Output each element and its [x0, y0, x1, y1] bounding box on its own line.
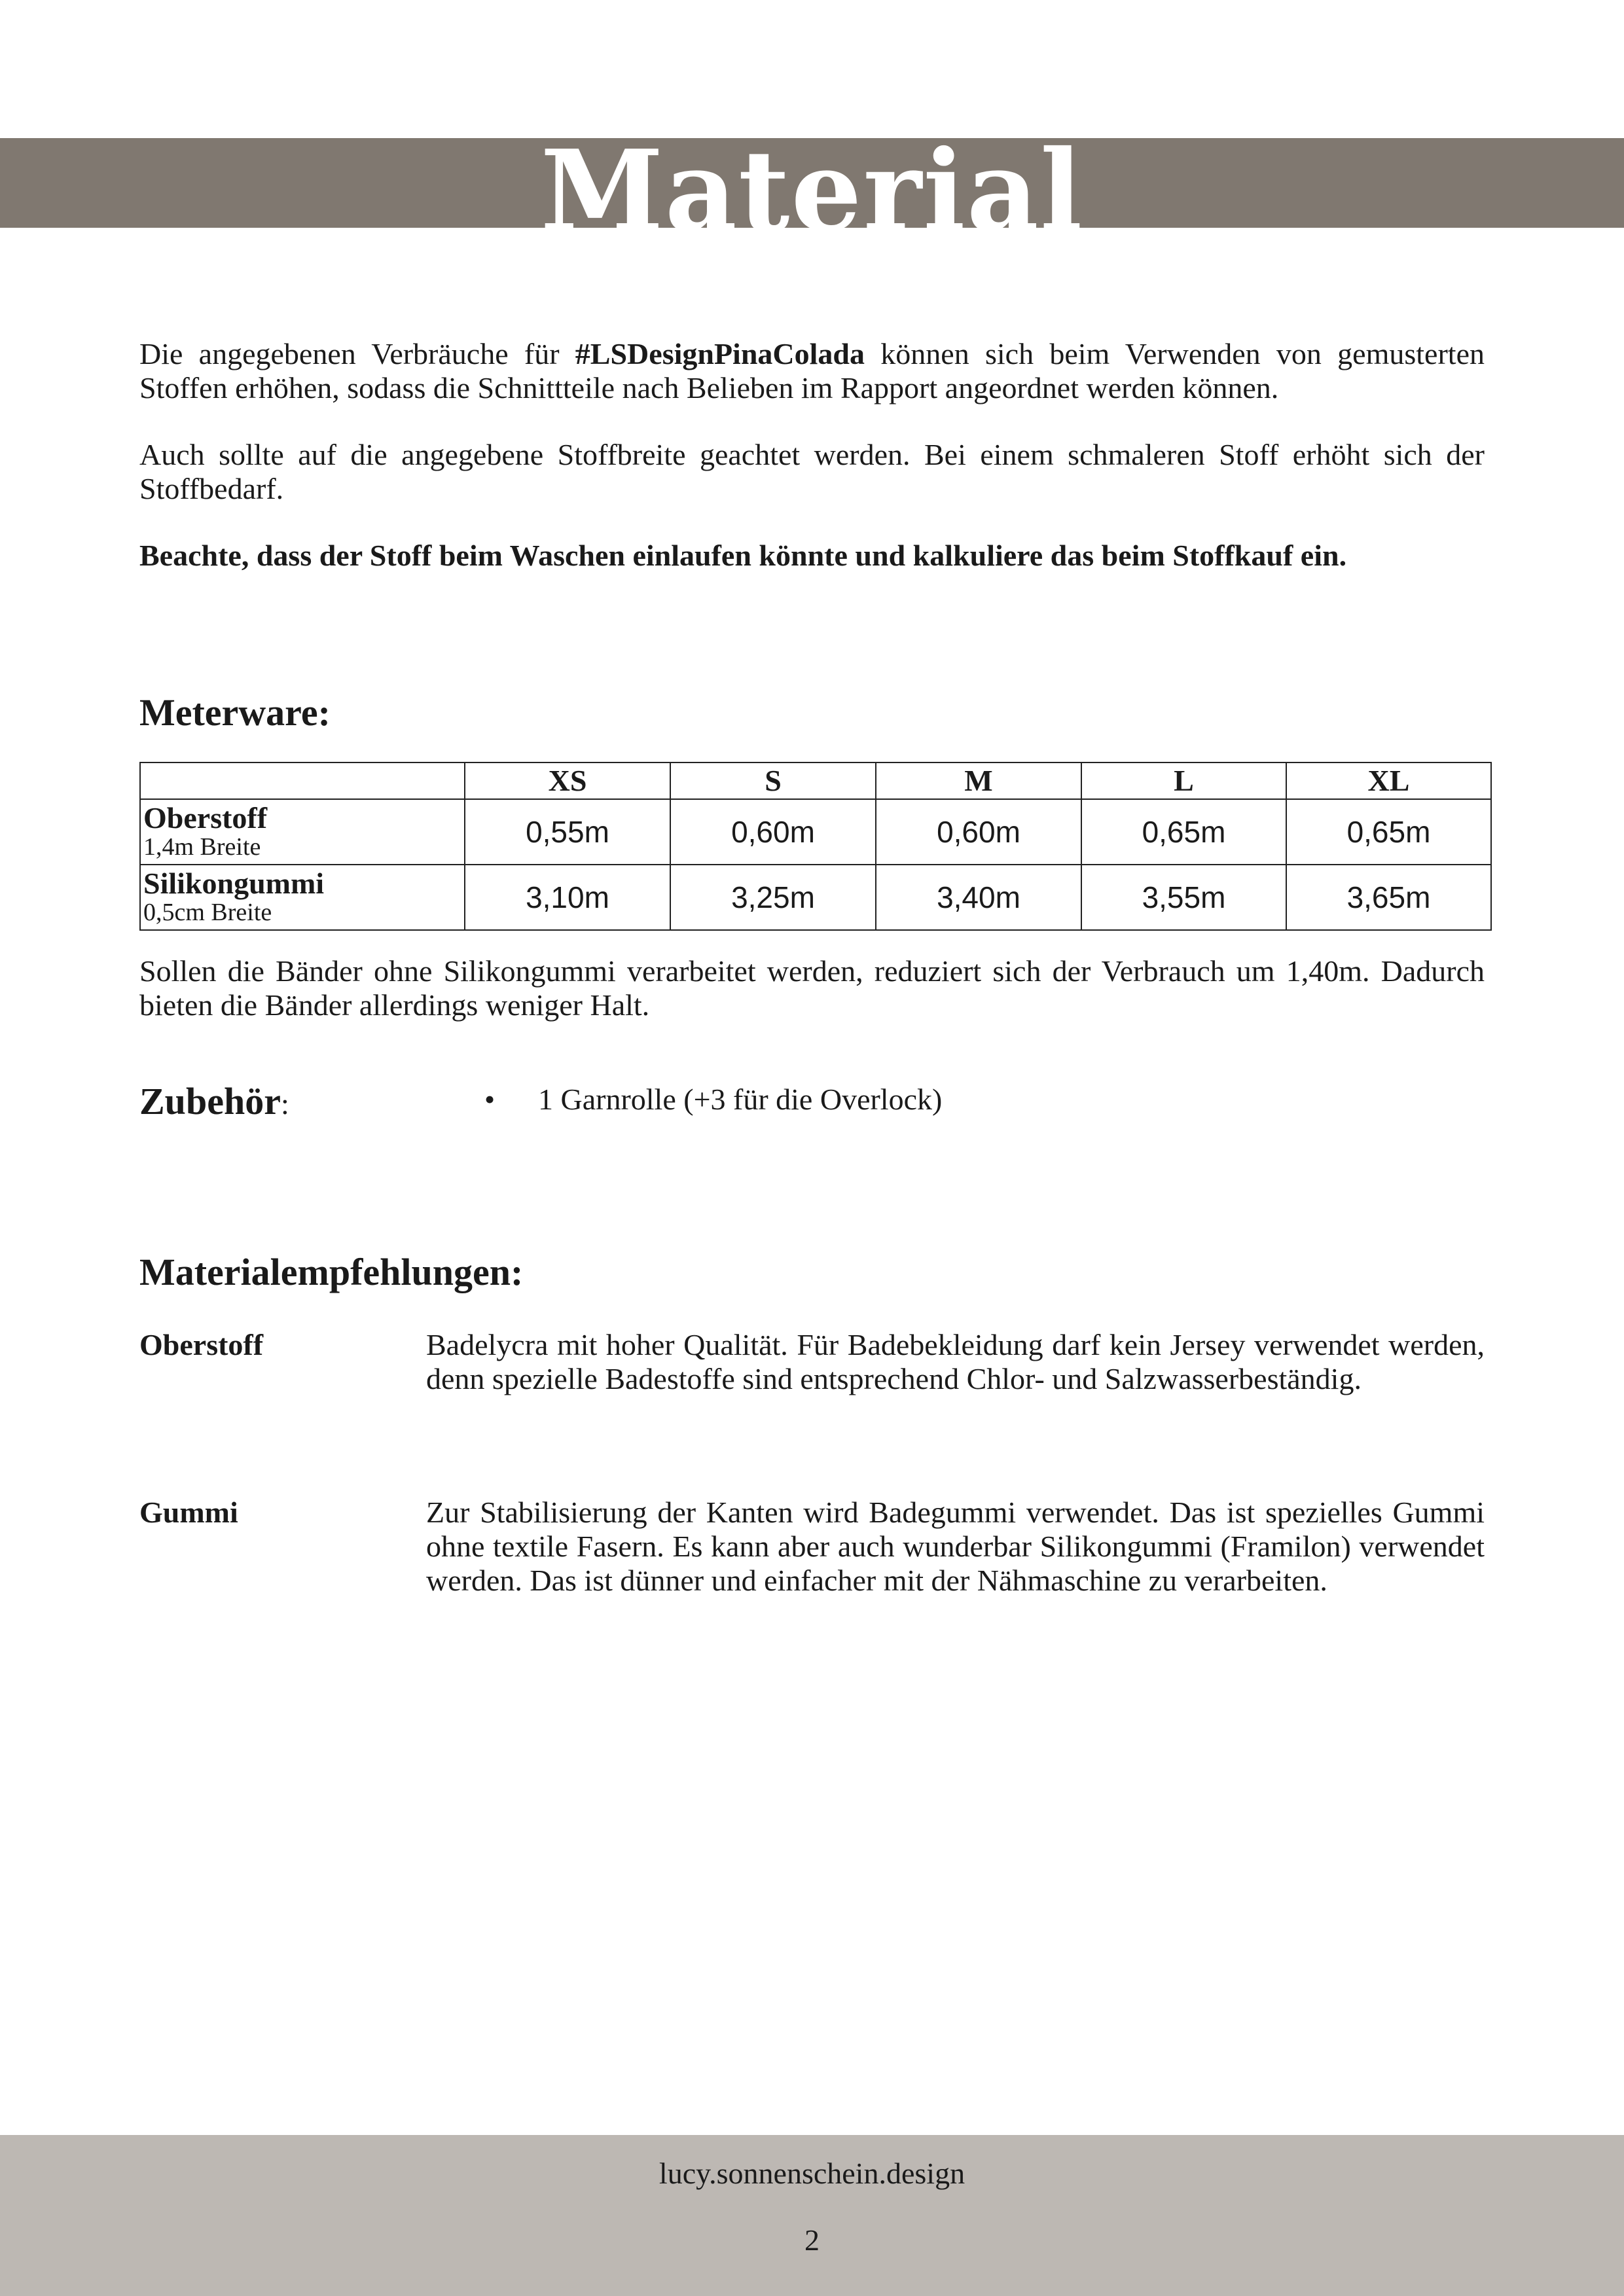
table-cell: 0,60m	[670, 799, 876, 865]
table-cell: 3,10m	[465, 865, 670, 930]
table-cell: 0,65m	[1081, 799, 1286, 865]
table-row	[140, 865, 1491, 930]
hashtag: #LSDesignPinaColada	[575, 337, 865, 370]
bullet-icon: •	[484, 1083, 496, 1116]
accessory-item-text: 1 Garnrolle (+3 für die Overlock)	[538, 1083, 943, 1116]
table-cell: 3,25m	[670, 865, 876, 930]
table-cell: 3,55m	[1081, 865, 1286, 930]
recommendations-heading: Materialempfehlungen:	[139, 1251, 524, 1293]
row-name: Oberstoff	[143, 801, 268, 834]
intro-warning: Beachte, dass der Stoff beim Waschen einlaufen könnte und kalkuliere das beim Stoffkauf ein.	[139, 539, 1347, 572]
meterware-note-section	[139, 954, 1485, 1022]
accessories-heading	[139, 1080, 289, 1126]
recommendation-term-gummi: Gummi	[139, 1496, 238, 1529]
list-item	[484, 1081, 942, 1118]
fabric-requirements-table	[139, 762, 1492, 931]
recommendation-text-gummi: Zur Stabilisierung der Kanten wird Badegummi verwendet. Das ist spezielles Gummi ohne textile Fasern. Es kann aber auch wunderbar Silikongummi (Framilon) verwendet werden. Das ist dünner und einfacher mit der Nähmaschine zu verarbeiten.	[426, 1496, 1485, 1597]
size-header-xl: XL	[1286, 762, 1491, 799]
row-label-silikongummi	[140, 865, 465, 930]
footer-website: lucy.sonnenschein.design	[659, 2157, 965, 2190]
meterware-note: Sollen die Bänder ohne Silikongummi verarbeitet werden, reduziert sich der Verbrauch um 1,40m. Dadurch bieten die Bänder allerdings weniger Halt.	[139, 954, 1485, 1022]
intro-p1-end: können sich beim Verwenden von gemusterten Stoffen erhöhen, sodass die Schnittteile nach Belieben im Rapport angeordnet werden können.	[139, 337, 1485, 404]
intro-paragraph-1	[139, 337, 1485, 405]
meterware-heading: Meterware:	[139, 691, 331, 734]
recommendation-term-oberstoff: Oberstoff	[139, 1328, 264, 1361]
intro-section	[139, 337, 1485, 573]
page-number: 2	[804, 2223, 820, 2257]
table-cell: 3,40m	[876, 865, 1081, 930]
row-name: Silikongummi	[143, 867, 325, 900]
size-header-xs: XS	[465, 762, 670, 799]
row-label-oberstoff	[140, 799, 465, 865]
table-header-row	[140, 762, 1491, 799]
size-header-s: S	[670, 762, 876, 799]
size-header-m: M	[876, 762, 1081, 799]
page-title: Material	[540, 126, 1084, 237]
row-width: 1,4m Breite	[143, 833, 261, 861]
table-row	[140, 799, 1491, 865]
intro-p1-start: Die angegebenen Verbräuche für	[139, 337, 575, 370]
intro-paragraph-2: Auch sollte auf die angegebene Stoffbreite geachtet werden. Bei einem schmaleren Stoff erhöht sich der Stoffbedarf.	[139, 438, 1485, 505]
row-width: 0,5cm Breite	[143, 899, 272, 926]
accessories-heading-colon: :	[280, 1087, 289, 1121]
recommendation-text-oberstoff: Badelycra mit hoher Qualität. Für Badebekleidung darf kein Jersey verwendet werden, denn spezielle Badestoffe sind entsprechend Chlor- und Salzwasserbeständig.	[426, 1328, 1485, 1395]
accessories-heading-text: Zubehör	[139, 1080, 281, 1122]
size-header-l: L	[1081, 762, 1286, 799]
table-cell: 0,60m	[876, 799, 1081, 865]
table-corner-cell	[140, 762, 465, 799]
table-cell: 0,55m	[465, 799, 670, 865]
table-cell: 3,65m	[1286, 865, 1491, 930]
accessories-list	[484, 1081, 942, 1118]
table-cell: 0,65m	[1286, 799, 1491, 865]
